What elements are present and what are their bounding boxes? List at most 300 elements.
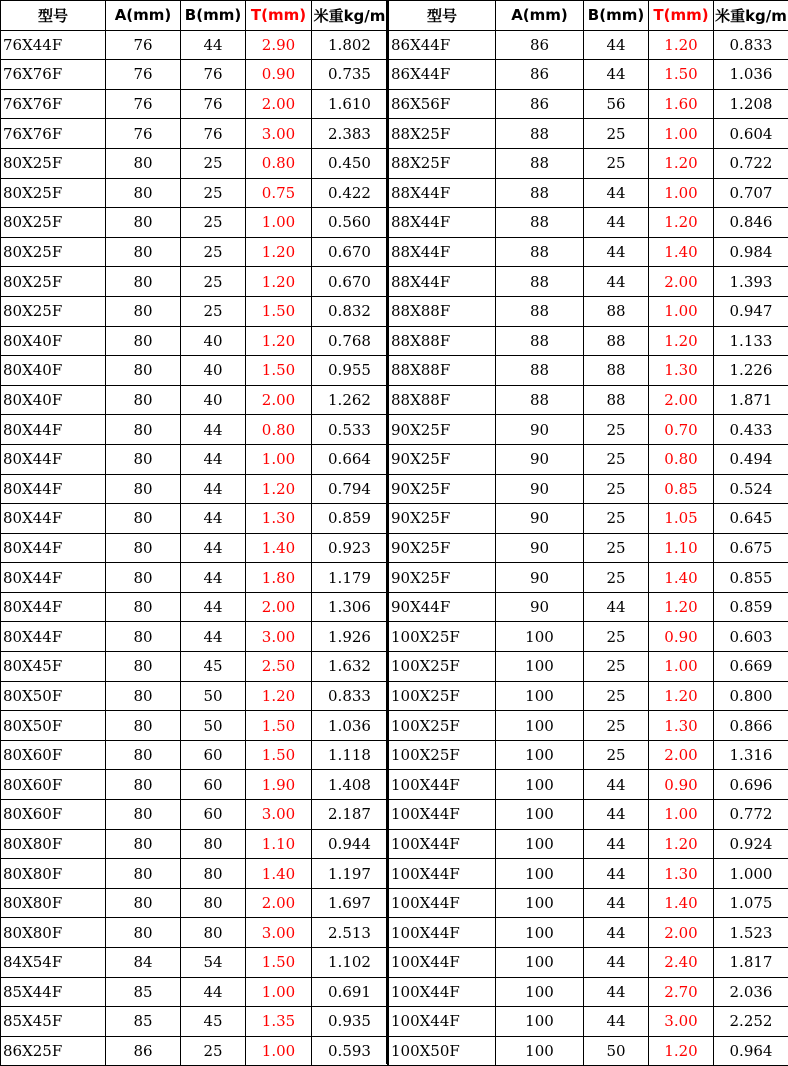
cell-weight: 0.944 (312, 829, 388, 859)
table-row (389, 770, 788, 800)
cell-model: 80X60F (1, 770, 106, 800)
cell-b: 56 (584, 89, 649, 119)
cell-b: 44 (584, 948, 649, 978)
table-row (389, 829, 788, 859)
cell-model: 80X60F (1, 740, 106, 770)
cell-a: 90 (496, 592, 584, 622)
cell-model: 84X54F (1, 948, 106, 978)
header-row (1, 1, 388, 31)
cell-weight: 0.691 (312, 977, 388, 1007)
cell-weight: 1.393 (714, 267, 788, 297)
cell-weight: 0.664 (312, 444, 388, 474)
cell-b: 44 (584, 237, 649, 267)
cell-weight: 0.696 (714, 770, 788, 800)
cell-t: 1.50 (246, 711, 312, 741)
cell-a: 90 (496, 563, 584, 593)
cell-weight: 1.610 (312, 89, 388, 119)
cell-weight: 0.494 (714, 444, 788, 474)
header-b: B(mm) (584, 1, 649, 31)
cell-weight: 0.560 (312, 208, 388, 238)
cell-t: 1.10 (246, 829, 312, 859)
cell-model: 85X45F (1, 1007, 106, 1037)
cell-t: 1.00 (246, 208, 312, 238)
cell-t: 1.20 (649, 681, 714, 711)
cell-model: 80X40F (1, 385, 106, 415)
cell-t: 1.20 (246, 474, 312, 504)
cell-b: 44 (181, 563, 246, 593)
cell-a: 84 (106, 948, 181, 978)
table-row (389, 474, 788, 504)
cell-t: 1.90 (246, 770, 312, 800)
cell-t: 2.40 (649, 948, 714, 978)
cell-t: 0.85 (649, 474, 714, 504)
cell-t: 2.90 (246, 30, 312, 60)
table-row (389, 592, 788, 622)
cell-weight: 0.923 (312, 533, 388, 563)
cell-t: 1.20 (649, 829, 714, 859)
cell-weight: 0.735 (312, 60, 388, 90)
cell-a: 100 (496, 888, 584, 918)
cell-b: 44 (181, 592, 246, 622)
cell-model: 86X25F (1, 1036, 106, 1066)
table-row (389, 237, 788, 267)
cell-weight: 1.523 (714, 918, 788, 948)
cell-model: 80X50F (1, 711, 106, 741)
table-row (389, 119, 788, 149)
cell-a: 80 (106, 770, 181, 800)
table-row (389, 326, 788, 356)
cell-weight: 1.697 (312, 888, 388, 918)
cell-t: 1.00 (649, 119, 714, 149)
table-row (1, 740, 388, 770)
cell-weight: 0.866 (714, 711, 788, 741)
cell-weight: 1.226 (714, 356, 788, 386)
header-a: A(mm) (106, 1, 181, 31)
cell-weight: 1.926 (312, 622, 388, 652)
cell-b: 25 (181, 267, 246, 297)
cell-b: 44 (584, 267, 649, 297)
cell-b: 88 (584, 326, 649, 356)
cell-model: 80X45F (1, 652, 106, 682)
table-row (389, 681, 788, 711)
cell-t: 1.50 (246, 948, 312, 978)
cell-t: 3.00 (246, 800, 312, 830)
cell-t: 1.20 (649, 326, 714, 356)
cell-b: 40 (181, 385, 246, 415)
cell-a: 80 (106, 474, 181, 504)
cell-model: 80X40F (1, 356, 106, 386)
table-row (1, 148, 388, 178)
cell-t: 2.00 (246, 89, 312, 119)
cell-t: 0.80 (246, 415, 312, 445)
cell-model: 80X44F (1, 563, 106, 593)
table-row (1, 711, 388, 741)
cell-a: 80 (106, 148, 181, 178)
cell-weight: 0.524 (714, 474, 788, 504)
table-row (1, 178, 388, 208)
table-row (1, 918, 388, 948)
table-body-right (389, 30, 788, 1066)
cell-b: 44 (584, 888, 649, 918)
cell-b: 25 (584, 119, 649, 149)
cell-a: 88 (496, 208, 584, 238)
table-row (1, 326, 388, 356)
cell-a: 100 (496, 800, 584, 830)
cell-t: 2.00 (246, 888, 312, 918)
cell-model: 88X88F (389, 326, 496, 356)
cell-t: 1.30 (649, 859, 714, 889)
cell-t: 1.05 (649, 504, 714, 534)
cell-a: 80 (106, 356, 181, 386)
cell-a: 80 (106, 296, 181, 326)
cell-model: 85X44F (1, 977, 106, 1007)
cell-b: 45 (181, 1007, 246, 1037)
cell-model: 80X50F (1, 681, 106, 711)
cell-b: 25 (181, 237, 246, 267)
cell-a: 80 (106, 178, 181, 208)
cell-a: 76 (106, 89, 181, 119)
cell-a: 80 (106, 800, 181, 830)
cell-weight: 0.984 (714, 237, 788, 267)
cell-a: 100 (496, 1007, 584, 1037)
cell-b: 76 (181, 89, 246, 119)
cell-b: 25 (584, 504, 649, 534)
cell-t: 1.40 (649, 563, 714, 593)
cell-weight: 0.422 (312, 178, 388, 208)
cell-model: 88X25F (389, 148, 496, 178)
cell-t: 0.80 (649, 444, 714, 474)
header-row (389, 1, 788, 31)
cell-a: 76 (106, 119, 181, 149)
cell-model: 80X25F (1, 148, 106, 178)
cell-model: 88X44F (389, 208, 496, 238)
table-row (389, 622, 788, 652)
cell-model: 86X44F (389, 60, 496, 90)
table-row (1, 444, 388, 474)
cell-b: 80 (181, 888, 246, 918)
cell-b: 25 (584, 681, 649, 711)
cell-b: 25 (584, 652, 649, 682)
cell-a: 80 (106, 208, 181, 238)
cell-model: 100X44F (389, 977, 496, 1007)
header-a: A(mm) (496, 1, 584, 31)
cell-t: 0.90 (649, 622, 714, 652)
table-row (389, 178, 788, 208)
cell-t: 1.60 (649, 89, 714, 119)
cell-weight: 0.645 (714, 504, 788, 534)
cell-a: 88 (496, 148, 584, 178)
cell-weight: 0.772 (714, 800, 788, 830)
cell-a: 76 (106, 60, 181, 90)
cell-b: 25 (584, 474, 649, 504)
cell-t: 2.00 (246, 592, 312, 622)
table-row (1, 1007, 388, 1037)
cell-weight: 0.846 (714, 208, 788, 238)
table-row (1, 415, 388, 445)
cell-weight: 0.800 (714, 681, 788, 711)
cell-a: 88 (496, 267, 584, 297)
cell-model: 80X44F (1, 504, 106, 534)
cell-weight: 1.102 (312, 948, 388, 978)
cell-t: 1.30 (246, 504, 312, 534)
cell-b: 80 (181, 859, 246, 889)
table-row (1, 563, 388, 593)
cell-b: 80 (181, 829, 246, 859)
cell-t: 2.00 (649, 267, 714, 297)
cell-b: 25 (584, 740, 649, 770)
table-row (1, 208, 388, 238)
header-b: B(mm) (181, 1, 246, 31)
cell-b: 44 (584, 592, 649, 622)
cell-weight: 0.855 (714, 563, 788, 593)
cell-b: 44 (584, 770, 649, 800)
cell-t: 2.00 (649, 740, 714, 770)
cell-weight: 1.316 (714, 740, 788, 770)
cell-model: 88X44F (389, 237, 496, 267)
cell-a: 88 (496, 237, 584, 267)
cell-a: 88 (496, 119, 584, 149)
cell-t: 0.75 (246, 178, 312, 208)
spec-table-right (388, 0, 788, 1066)
table-row (389, 977, 788, 1007)
table-row (389, 652, 788, 682)
cell-weight: 1.408 (312, 770, 388, 800)
cell-weight: 1.871 (714, 385, 788, 415)
cell-model: 100X44F (389, 1007, 496, 1037)
table-row (389, 1036, 788, 1066)
cell-model: 80X25F (1, 296, 106, 326)
cell-b: 25 (181, 178, 246, 208)
cell-model: 80X44F (1, 415, 106, 445)
cell-t: 1.20 (246, 267, 312, 297)
cell-model: 100X44F (389, 800, 496, 830)
cell-weight: 0.833 (714, 30, 788, 60)
cell-model: 100X44F (389, 948, 496, 978)
cell-a: 80 (106, 415, 181, 445)
cell-model: 76X76F (1, 60, 106, 90)
table-row (389, 563, 788, 593)
cell-weight: 0.669 (714, 652, 788, 682)
cell-t: 0.90 (649, 770, 714, 800)
cell-weight: 1.817 (714, 948, 788, 978)
table-row (1, 385, 388, 415)
cell-t: 1.35 (246, 1007, 312, 1037)
cell-a: 90 (496, 415, 584, 445)
cell-a: 100 (496, 1036, 584, 1066)
cell-t: 1.20 (246, 681, 312, 711)
table-row (1, 681, 388, 711)
cell-weight: 1.133 (714, 326, 788, 356)
cell-b: 25 (181, 296, 246, 326)
cell-model: 80X80F (1, 918, 106, 948)
cell-weight: 0.859 (714, 592, 788, 622)
cell-t: 1.30 (649, 356, 714, 386)
cell-weight: 0.675 (714, 533, 788, 563)
cell-weight: 0.859 (312, 504, 388, 534)
table-row (1, 356, 388, 386)
table-body-left (1, 30, 388, 1066)
cell-b: 88 (584, 296, 649, 326)
cell-model: 86X56F (389, 89, 496, 119)
cell-model: 90X25F (389, 444, 496, 474)
cell-model: 100X44F (389, 888, 496, 918)
cell-weight: 0.935 (312, 1007, 388, 1037)
table-row (389, 711, 788, 741)
cell-t: 1.40 (649, 237, 714, 267)
cell-model: 76X76F (1, 89, 106, 119)
table-row (1, 267, 388, 297)
cell-t: 2.70 (649, 977, 714, 1007)
cell-b: 44 (584, 859, 649, 889)
table-row (1, 770, 388, 800)
cell-b: 88 (584, 385, 649, 415)
table-row (389, 444, 788, 474)
table-row (1, 60, 388, 90)
cell-t: 0.80 (246, 148, 312, 178)
cell-model: 100X44F (389, 859, 496, 889)
cell-a: 80 (106, 652, 181, 682)
cell-model: 90X25F (389, 415, 496, 445)
cell-a: 88 (496, 296, 584, 326)
table-row (1, 474, 388, 504)
cell-a: 90 (496, 504, 584, 534)
cell-b: 50 (584, 1036, 649, 1066)
cell-weight: 0.603 (714, 622, 788, 652)
table-row (1, 888, 388, 918)
cell-a: 100 (496, 622, 584, 652)
cell-t: 1.20 (649, 30, 714, 60)
cell-model: 80X44F (1, 533, 106, 563)
cell-b: 44 (181, 30, 246, 60)
cell-model: 90X25F (389, 563, 496, 593)
cell-a: 100 (496, 859, 584, 889)
table-row (1, 1036, 388, 1066)
cell-t: 2.00 (246, 385, 312, 415)
cell-a: 80 (106, 592, 181, 622)
cell-weight: 1.075 (714, 888, 788, 918)
cell-b: 60 (181, 740, 246, 770)
cell-a: 90 (496, 444, 584, 474)
cell-model: 80X80F (1, 859, 106, 889)
cell-weight: 1.036 (714, 60, 788, 90)
cell-b: 60 (181, 770, 246, 800)
table-row (1, 237, 388, 267)
table-row (389, 415, 788, 445)
cell-model: 100X25F (389, 622, 496, 652)
cell-model: 100X25F (389, 711, 496, 741)
cell-t: 1.00 (649, 800, 714, 830)
header-model: 型号 (389, 1, 496, 31)
cell-b: 44 (181, 444, 246, 474)
cell-t: 2.50 (246, 652, 312, 682)
cell-weight: 0.593 (312, 1036, 388, 1066)
cell-a: 100 (496, 681, 584, 711)
cell-model: 90X25F (389, 504, 496, 534)
cell-weight: 0.707 (714, 178, 788, 208)
header-weight: 米重kg/m (714, 1, 788, 31)
cell-a: 80 (106, 622, 181, 652)
cell-b: 25 (584, 622, 649, 652)
cell-model: 100X25F (389, 681, 496, 711)
cell-model: 100X25F (389, 652, 496, 682)
spec-table-left (0, 0, 388, 1066)
table-row (1, 977, 388, 1007)
header-model: 型号 (1, 1, 106, 31)
cell-a: 80 (106, 740, 181, 770)
cell-model: 88X88F (389, 296, 496, 326)
cell-weight: 0.832 (312, 296, 388, 326)
cell-a: 80 (106, 888, 181, 918)
cell-t: 0.90 (246, 60, 312, 90)
cell-weight: 1.118 (312, 740, 388, 770)
cell-t: 1.50 (649, 60, 714, 90)
cell-a: 88 (496, 385, 584, 415)
table-row (389, 740, 788, 770)
cell-weight: 0.433 (714, 415, 788, 445)
cell-b: 25 (181, 208, 246, 238)
table-row (1, 30, 388, 60)
cell-a: 86 (106, 1036, 181, 1066)
cell-a: 100 (496, 977, 584, 1007)
cell-b: 25 (584, 533, 649, 563)
cell-model: 90X25F (389, 474, 496, 504)
cell-weight: 0.794 (312, 474, 388, 504)
cell-t: 1.10 (649, 533, 714, 563)
cell-b: 60 (181, 800, 246, 830)
cell-weight: 0.722 (714, 148, 788, 178)
cell-t: 1.00 (649, 652, 714, 682)
cell-a: 88 (496, 178, 584, 208)
cell-a: 80 (106, 326, 181, 356)
cell-a: 90 (496, 474, 584, 504)
cell-t: 1.00 (246, 977, 312, 1007)
cell-model: 88X44F (389, 178, 496, 208)
cell-model: 86X44F (389, 30, 496, 60)
cell-weight: 2.383 (312, 119, 388, 149)
cell-t: 1.20 (649, 208, 714, 238)
cell-weight: 1.306 (312, 592, 388, 622)
cell-model: 80X40F (1, 326, 106, 356)
table-row (389, 89, 788, 119)
cell-weight: 0.670 (312, 237, 388, 267)
cell-a: 100 (496, 948, 584, 978)
cell-t: 1.50 (246, 296, 312, 326)
cell-a: 100 (496, 770, 584, 800)
cell-b: 25 (181, 148, 246, 178)
table-row (389, 800, 788, 830)
cell-model: 90X44F (389, 592, 496, 622)
cell-t: 1.40 (649, 888, 714, 918)
cell-a: 85 (106, 1007, 181, 1037)
cell-a: 88 (496, 356, 584, 386)
cell-t: 1.20 (649, 1036, 714, 1066)
cell-b: 44 (181, 533, 246, 563)
table-row (1, 652, 388, 682)
cell-b: 44 (584, 800, 649, 830)
table-row (389, 859, 788, 889)
cell-a: 100 (496, 711, 584, 741)
cell-b: 25 (181, 1036, 246, 1066)
cell-model: 90X25F (389, 533, 496, 563)
table-row (1, 800, 388, 830)
cell-a: 86 (496, 89, 584, 119)
table-row (1, 622, 388, 652)
cell-model: 80X25F (1, 237, 106, 267)
cell-a: 80 (106, 918, 181, 948)
cell-b: 44 (584, 829, 649, 859)
cell-a: 80 (106, 504, 181, 534)
cell-b: 44 (584, 208, 649, 238)
